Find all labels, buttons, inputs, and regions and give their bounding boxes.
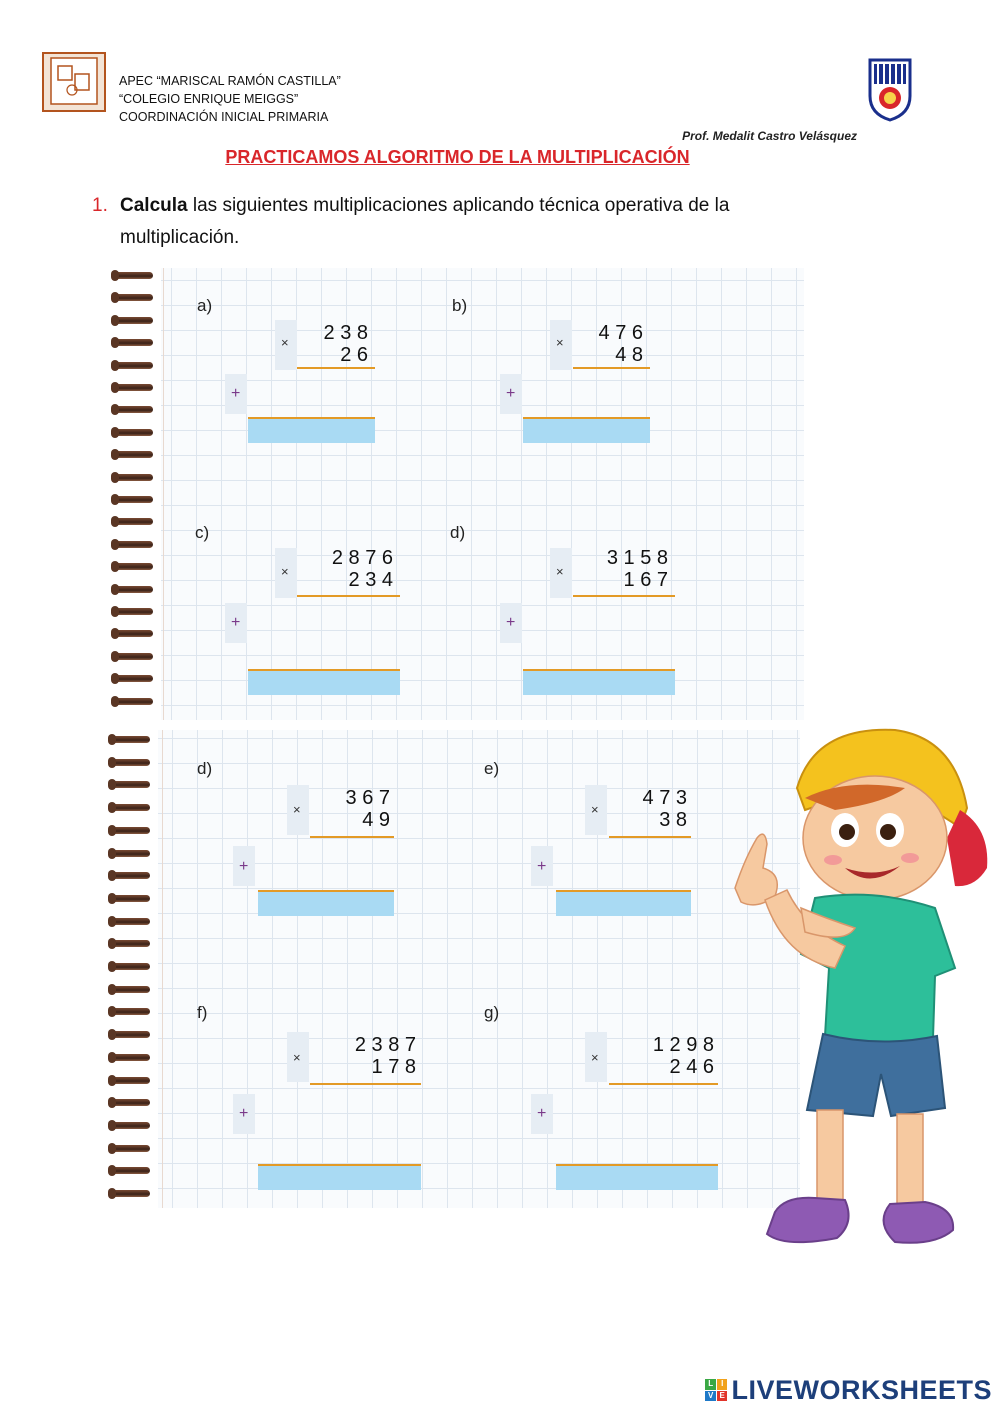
spiral-ring [112, 1054, 150, 1061]
plus-sign: + [239, 1105, 249, 1122]
spiral-ring [115, 541, 153, 548]
times-sign: × [591, 1050, 599, 1065]
spiral-ring [112, 872, 150, 879]
multiplication-f [355, 1034, 416, 1078]
liveworksheets-brand [705, 1375, 992, 1405]
school-line-1: APEC “MARISCAL RAMÓN CASTILLA” [119, 74, 341, 88]
spiral-ring [115, 496, 153, 503]
spiral-ring [112, 759, 150, 766]
plus-sign: + [506, 614, 516, 631]
multiplication-d2 [346, 787, 390, 831]
multiplicand: 4 7 6 [598, 322, 643, 344]
multiplier: 4 8 [615, 344, 643, 366]
problem-label-c: c) [195, 523, 210, 542]
answer-box-a[interactable] [248, 419, 375, 443]
spiral-ring [112, 827, 150, 834]
spiral-ring [112, 1008, 150, 1015]
multiplier: 4 9 [362, 809, 390, 831]
spiral-ring [112, 736, 150, 743]
times-sign: × [591, 802, 599, 817]
multiplicand: 3 6 7 [345, 787, 390, 809]
multiplicand: 3 1 5 8 [606, 547, 668, 569]
spiral-ring [112, 986, 150, 993]
spiral-binding-bottom [100, 730, 158, 1208]
instruction-number: 1. [92, 195, 108, 216]
liveworksheets-wordmark: LIVEWORKSHEETS [731, 1374, 992, 1405]
answer-box-c[interactable] [248, 671, 400, 695]
spiral-ring [112, 895, 150, 902]
multiplier: 2 4 6 [669, 1056, 714, 1078]
problem-label-f: f) [197, 1003, 208, 1022]
spiral-ring [112, 781, 150, 788]
plus-sign: + [239, 858, 249, 875]
spiral-ring [115, 339, 153, 346]
spiral-ring [115, 586, 153, 593]
cartoon-boy-illustration [705, 718, 995, 1278]
spiral-ring [115, 698, 153, 705]
spiral-ring [112, 1122, 150, 1129]
times-sign: × [293, 802, 301, 817]
spiral-ring [115, 294, 153, 301]
notebook-grid-top [103, 268, 804, 720]
multiplication-e [643, 787, 687, 831]
instruction-text: las siguientes multiplicaciones aplicando técnica operativa de la [187, 195, 730, 216]
problem-label-d: d) [450, 523, 466, 542]
spiral-ring [115, 451, 153, 458]
spiral-ring [112, 1145, 150, 1152]
spiral-ring [115, 384, 153, 391]
spiral-ring [115, 630, 153, 637]
instruction-text-line2: multiplicación. [120, 227, 240, 248]
plus-sign: + [231, 614, 241, 631]
spiral-ring [115, 474, 153, 481]
instruction [92, 190, 832, 254]
multiplier: 1 6 7 [623, 569, 668, 591]
spiral-ring [112, 1167, 150, 1174]
school-line-2: “COLEGIO ENRIQUE MEIGGS” [119, 92, 299, 106]
multiplicand: 4 7 3 [642, 787, 687, 809]
school-name-block [119, 72, 341, 126]
times-sign: × [293, 1050, 301, 1065]
problem-label-e: e) [484, 759, 500, 778]
answer-box-e[interactable] [556, 892, 691, 916]
school-line-3: COORDINACIÓN INICIAL PRIMARIA [119, 110, 329, 124]
multiplier: 2 6 [340, 344, 368, 366]
spiral-ring [115, 608, 153, 615]
multiplication-a [324, 322, 368, 366]
answer-box-b[interactable] [523, 419, 650, 443]
multiplication-c [332, 547, 393, 591]
spiral-ring [115, 563, 153, 570]
problem-label-a: a) [197, 296, 213, 315]
professor-name: Prof. Medalit Castro Velásquez [682, 129, 857, 143]
plus-sign: + [537, 1105, 547, 1122]
liveworksheets-logo-icon: L I V E [705, 1379, 727, 1401]
spiral-ring [115, 406, 153, 413]
plus-sign: + [231, 385, 241, 402]
multiplicand: 1 2 9 8 [652, 1034, 714, 1056]
school-shield-logo [866, 56, 914, 122]
multiplier: 3 8 [659, 809, 687, 831]
worksheet-title: PRACTICAMOS ALGORITMO DE LA MULTIPLICACIÓN [225, 147, 690, 167]
multiplication-d [607, 547, 668, 591]
spiral-ring [115, 429, 153, 436]
spiral-ring [115, 653, 153, 660]
problem-label-b: b) [452, 296, 468, 315]
multiplicand: 2 8 7 6 [331, 547, 393, 569]
times-sign: × [556, 564, 564, 579]
answer-box-d2[interactable] [258, 892, 394, 916]
answer-box-g[interactable] [556, 1166, 718, 1190]
problem-label-d2: d) [197, 759, 213, 778]
problem-label-g: g) [484, 1003, 500, 1022]
notebook-grid-bottom [100, 730, 800, 1208]
spiral-ring [112, 804, 150, 811]
spiral-ring [112, 1031, 150, 1038]
spiral-ring [115, 362, 153, 369]
spiral-ring [112, 850, 150, 857]
answer-box-d[interactable] [523, 671, 675, 695]
spiral-ring [115, 518, 153, 525]
multiplier: 1 7 8 [371, 1056, 416, 1078]
school-crest-logo [42, 52, 106, 112]
spiral-ring [112, 940, 150, 947]
times-sign: × [281, 564, 289, 579]
multiplier: 2 3 4 [348, 569, 393, 591]
spiral-ring [115, 272, 153, 279]
spiral-binding-top [103, 268, 161, 720]
spiral-ring [112, 918, 150, 925]
plus-sign: + [537, 858, 547, 875]
spiral-ring [115, 675, 153, 682]
answer-box-f[interactable] [258, 1166, 421, 1190]
plus-sign: + [506, 385, 516, 402]
multiplicand: 2 3 8 [323, 322, 368, 344]
spiral-ring [112, 1077, 150, 1084]
spiral-ring [112, 1099, 150, 1106]
spiral-ring [112, 1190, 150, 1197]
multiplicand: 2 3 8 7 [354, 1034, 416, 1056]
times-sign: × [281, 335, 289, 350]
spiral-ring [112, 963, 150, 970]
times-sign: × [556, 335, 564, 350]
instruction-bold-word: Calcula [120, 195, 188, 216]
spiral-ring [115, 317, 153, 324]
multiplication-b [599, 322, 643, 366]
